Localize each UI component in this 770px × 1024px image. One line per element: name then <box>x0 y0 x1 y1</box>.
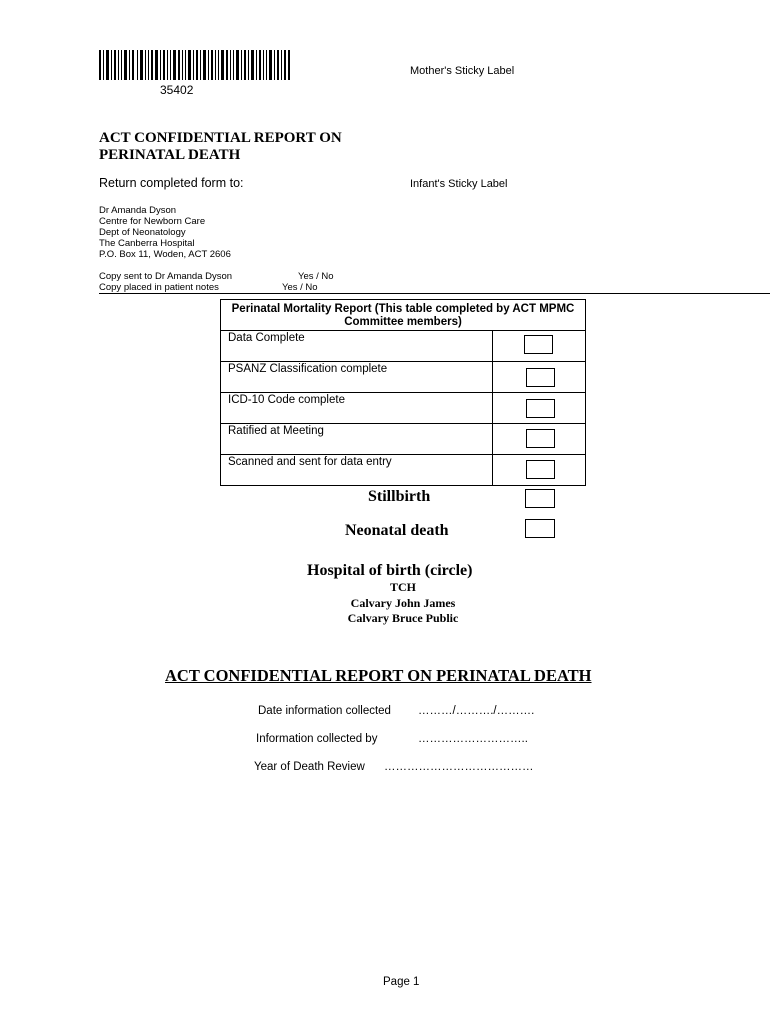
stillbirth-checkbox[interactable] <box>525 489 555 508</box>
page-number: Page 1 <box>383 976 420 988</box>
mortality-table-header: Perinatal Mortality Report (This table completed by ACT MPMC Committee members) <box>221 300 586 331</box>
address-line: Dept of Neonatology <box>99 227 186 238</box>
form-title-line2: PERINATAL DEATH <box>99 147 241 163</box>
table-row <box>221 424 586 455</box>
mother-sticky-label: Mother's Sticky Label <box>410 65 515 77</box>
row-label-icd10: ICD-10 Code complete <box>221 393 493 424</box>
date-collected-field[interactable]: ………/………./………. <box>418 705 535 717</box>
row-label-psanz: PSANZ Classification complete <box>221 362 493 393</box>
neonatal-death-label: Neonatal death <box>345 522 449 539</box>
year-of-death-review-label: Year of Death Review <box>254 761 365 773</box>
copy-placed-yes-no[interactable]: Yes / No <box>282 282 318 293</box>
perinatal-mortality-table <box>220 299 586 486</box>
address-line: Centre for Newborn Care <box>99 216 206 227</box>
row-label-data-complete: Data Complete <box>221 331 493 362</box>
year-of-death-review-field[interactable]: ………………………………… <box>384 761 534 773</box>
barcode-number: 35402 <box>160 83 194 97</box>
ratified-checkbox[interactable] <box>526 429 555 448</box>
data-complete-checkbox[interactable] <box>524 335 553 354</box>
table-row <box>221 362 586 393</box>
divider-line <box>99 293 770 294</box>
copy-sent-yes-no[interactable]: Yes / No <box>298 271 334 282</box>
infant-sticky-label: Infant's Sticky Label <box>410 178 508 190</box>
table-row <box>221 393 586 424</box>
copy-placed-label: Copy placed in patient notes <box>99 282 219 293</box>
copy-sent-label: Copy sent to Dr Amanda Dyson <box>99 271 233 282</box>
return-address <box>99 205 231 260</box>
table-row <box>221 455 586 486</box>
icd10-checkbox[interactable] <box>526 399 555 418</box>
return-to-text: Return completed form to: <box>99 176 244 190</box>
barcode-image <box>99 50 290 80</box>
date-collected-label: Date information collected <box>258 705 391 717</box>
stillbirth-label: Stillbirth <box>368 488 431 505</box>
form-title-line1: ACT CONFIDENTIAL REPORT ON <box>99 130 342 146</box>
address-line: P.O. Box 11, Woden, ACT 2606 <box>99 249 231 260</box>
hospital-option-calvary-bruce-public[interactable]: Calvary Bruce Public <box>347 611 459 625</box>
address-line: Dr Amanda Dyson <box>99 205 177 216</box>
form-title <box>99 130 399 164</box>
address-line: The Canberra Hospital <box>99 238 195 249</box>
table-row <box>221 331 586 362</box>
collected-by-field[interactable]: ……………………….. <box>418 733 528 745</box>
hospital-of-birth-title: Hospital of birth (circle) <box>307 562 473 579</box>
psanz-checkbox[interactable] <box>526 368 555 387</box>
row-label-scanned: Scanned and sent for data entry <box>221 455 493 486</box>
neonatal-death-checkbox[interactable] <box>525 519 555 538</box>
hospital-option-tch[interactable]: TCH <box>389 580 416 594</box>
collected-by-label: Information collected by <box>256 733 378 745</box>
scanned-checkbox[interactable] <box>526 460 555 479</box>
hospital-option-calvary-john-james[interactable]: Calvary John James <box>350 596 456 610</box>
row-label-ratified: Ratified at Meeting <box>221 424 493 455</box>
report-title: ACT CONFIDENTIAL REPORT ON PERINATAL DEATH <box>165 666 592 685</box>
